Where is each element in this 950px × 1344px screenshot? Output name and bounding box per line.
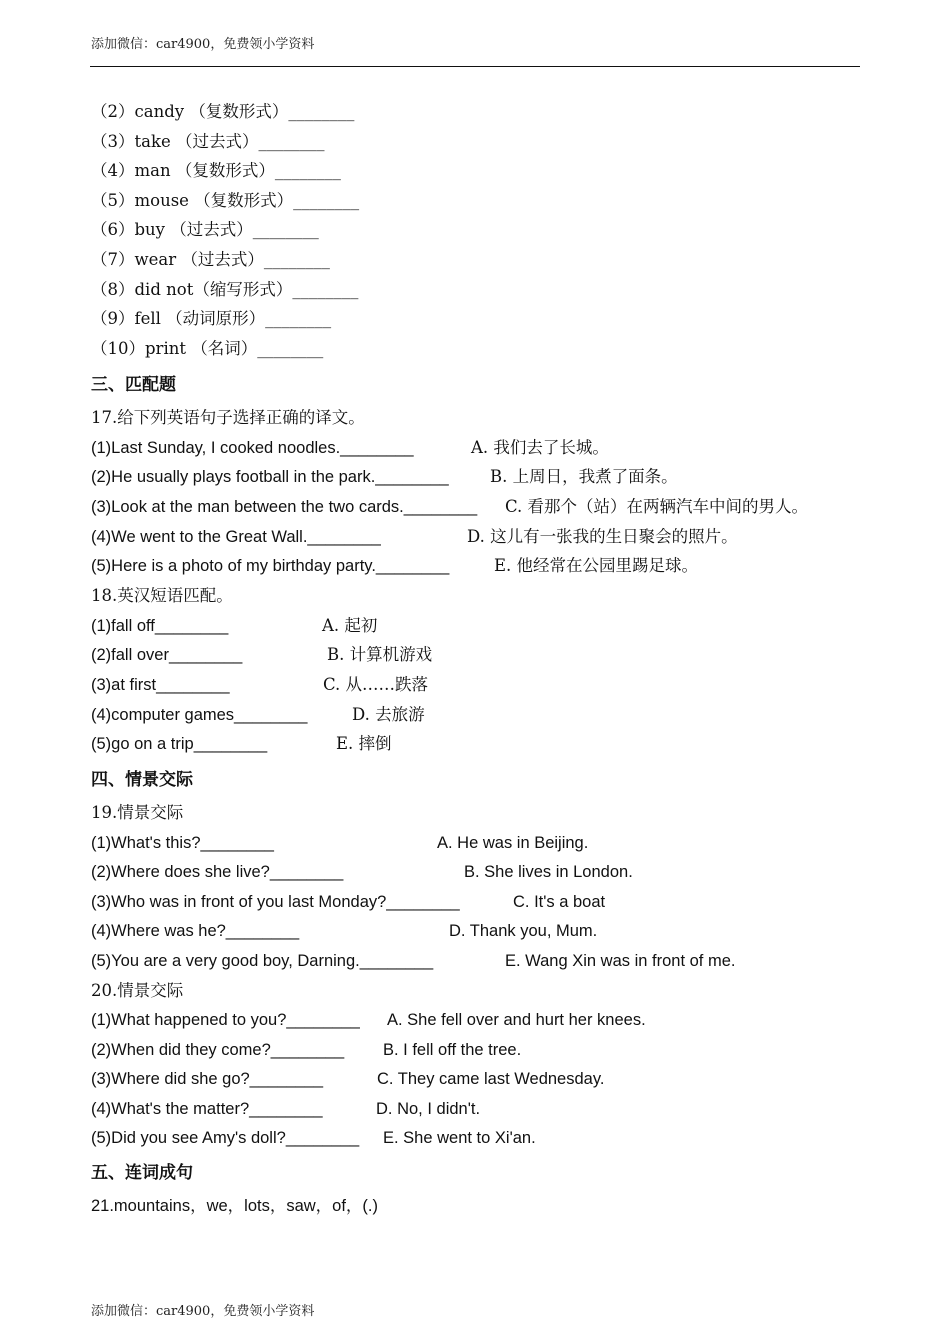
q19-option: B. She lives in London. [464,863,633,881]
q19-item: (1)What's this?________ [91,834,274,852]
q17-item: (1)Last Sunday, I cooked noodles.________ [91,439,414,457]
word-form-item: （9）fell （动词原形）________ [91,309,332,328]
q18-title: 18.英汉短语匹配。 [91,586,233,605]
q20-option: E. She went to Xi'an. [383,1129,536,1147]
q18-option: D. 去旅游 [352,705,425,724]
q18-item: (4)computer games________ [91,706,308,724]
q20-title: 20.情景交际 [91,981,184,1000]
section-title-matching: 三、匹配题 [91,375,176,395]
q20-item: (2)When did they come?________ [91,1041,345,1059]
word-form-item: （5）mouse （复数形式）________ [91,191,360,210]
q18-item: (2)fall over________ [91,646,243,664]
q17-option: E. 他经常在公园里踢足球。 [494,556,699,575]
q18-item: (5)go on a trip________ [91,735,268,753]
q18-option: B. 计算机游戏 [327,645,433,664]
q19-option: C. It's a boat [513,893,606,911]
q20-option: A. She fell over and hurt her knees. [387,1011,646,1029]
q17-title: 17.给下列英语句子选择正确的译文。 [91,408,365,427]
q19-option: E. Wang Xin was in front of me. [505,952,736,970]
section-title-dialogue: 四、情景交际 [91,770,193,790]
q20-item: (4)What's the matter?________ [91,1100,323,1118]
q18-option: C. 从……跌落 [323,675,429,694]
q20-option: B. I fell off the tree. [383,1041,522,1059]
q18-option: E. 摔倒 [336,734,392,753]
word-form-item: （3）take （过去式）________ [91,132,325,151]
q17-option: D. 这儿有一张我的生日聚会的照片。 [467,527,738,546]
q17-option: C. 看那个（站）在两辆汽车中间的男人。 [505,497,809,516]
q20-item: (5)Did you see Amy's doll?________ [91,1129,360,1147]
q20-item: (1)What happened to you?________ [91,1011,360,1029]
q17-option: A. 我们去了长城。 [471,438,609,457]
word-form-item: （7）wear （过去式）________ [91,250,330,269]
q19-option: D. Thank you, Mum. [449,922,598,940]
q20-option: C. They came last Wednesday. [377,1070,605,1088]
q19-item: (2)Where does she live?________ [91,863,344,881]
word-form-item: （8）did not（缩写形式）________ [91,280,359,299]
q17-item: (5)Here is a photo of my birthday party.________ [91,557,450,575]
q17-option: B. 上周日，我煮了面条。 [490,467,678,486]
q19-title: 19.情景交际 [91,803,184,822]
word-form-item: （10）print （名词）________ [91,339,324,358]
q19-item: (5)You are a very good boy, Darning.________ [91,952,434,970]
q20-option: D. No, I didn't. [376,1100,481,1118]
page-header: 添加微信：car4900，免费领小学资料 [91,37,315,52]
header-rule [90,66,860,67]
section-title-sentence: 五、连词成句 [91,1163,193,1183]
q18-item: (1)fall off________ [91,617,229,635]
word-form-item: （2）candy （复数形式）________ [91,102,355,121]
q17-item: (4)We went to the Great Wall.________ [91,528,381,546]
q19-item: (3)Who was in front of you last Monday?________ [91,893,460,911]
q18-item: (3)at first________ [91,676,230,694]
q18-option: A. 起初 [322,616,378,635]
page-footer: 添加微信：car4900，免费领小学资料 [91,1304,315,1319]
q20-item: (3)Where did she go?________ [91,1070,324,1088]
q17-item: (3)Look at the man between the two cards.________ [91,498,478,516]
q19-option: A. He was in Beijing. [437,834,589,852]
q19-item: (4)Where was he?________ [91,922,300,940]
word-form-item: （4）man （复数形式）________ [91,161,341,180]
word-form-item: （6）buy （过去式）________ [91,220,319,239]
q21-text: 21.mountains，we，lots，saw，of，(.) [91,1197,379,1215]
q17-item: (2)He usually plays football in the park.________ [91,468,449,486]
